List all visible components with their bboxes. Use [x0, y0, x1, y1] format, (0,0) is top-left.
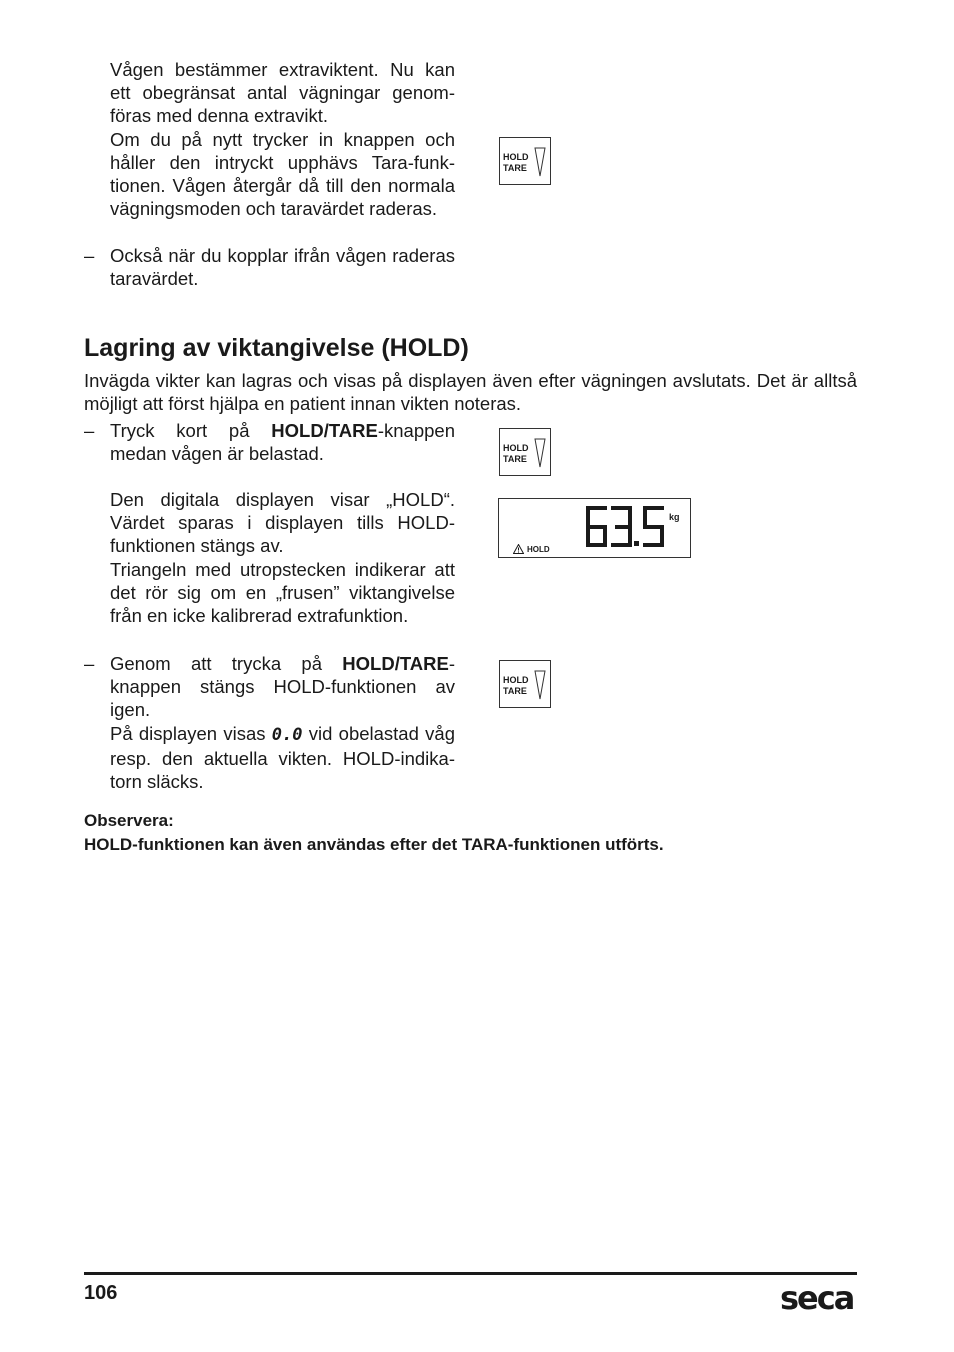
- display-unit: kg: [669, 512, 680, 522]
- step2-pre: Genom att trycka på: [110, 653, 343, 674]
- footer-rule: [84, 1272, 857, 1275]
- brand-logo: seca: [780, 1279, 854, 1317]
- step1-pre: Tryck kort på: [110, 420, 272, 441]
- warning-triangle-icon: [513, 544, 524, 554]
- button-label-hold: HOLD: [503, 675, 529, 685]
- paragraph-extra-weight: Vågen bestämmer extraviktent. Nu kan ett obegränsat antal vägningar genomföras med denna extravikt.: [110, 59, 455, 126]
- lcd-display: [498, 498, 691, 558]
- paragraph-disconnect: Också när du kopplar ifrån vågen raderas taravärdet.: [110, 245, 455, 289]
- hold-tare-button-icon: [499, 660, 551, 708]
- paragraph-cancel-tare: Om du på nytt trycker in knappen och håller den intryckt upphävs Tara-funktionen. Vågen återgår då till den normala vägningsmoden och taravärdet raderas.: [110, 129, 455, 219]
- page-number: 106: [84, 1282, 118, 1304]
- paragraph-display-hold: Den digitala displayen visar „HOLD“. Värdet sparas i displayen tills HOLD-funktionen stängs av.: [110, 489, 455, 556]
- step2-post: -knappen stängs HOLD-funktionen av igen.: [110, 653, 455, 720]
- section-intro: Invägda vikter kan lagras och visas på displayen även efter vägningen avslutats. Det är alltså möjligt att först hjälpa en patient innan vikten noteras.: [84, 370, 857, 414]
- top-bullet-block: [110, 244, 455, 290]
- step2-bold: HOLD/TARE: [342, 653, 449, 674]
- step2-text: [110, 652, 455, 721]
- bullet-dash: –: [84, 653, 95, 674]
- paragraph-triangle: Triangeln med utropstecken indikerar att det rör sig om en „frusen” viktangivelse från en icke kalibrerad extrafunktion.: [110, 559, 455, 626]
- zero-pre: På displayen visas: [110, 723, 272, 744]
- bullet-dash: –: [84, 420, 95, 441]
- display-hold-indicator: HOLD: [527, 545, 550, 554]
- note-text: HOLD-funktionen kan även användas efter det TARA-funktionen utförts.: [84, 835, 664, 854]
- step1-post: -knappen medan vågen är belastad.: [110, 420, 455, 464]
- step1-block: [110, 419, 455, 627]
- button-label-hold: HOLD: [503, 152, 529, 162]
- hold-tare-button-icon: [499, 137, 551, 185]
- section-title: Lagring av viktangivelse (HOLD): [84, 334, 469, 362]
- step1-bold: HOLD/TARE: [271, 420, 378, 441]
- paragraph-zero-display: [110, 722, 455, 793]
- step2-block: [110, 652, 455, 793]
- button-label-hold: HOLD: [503, 443, 529, 453]
- button-label-tare: TARE: [503, 686, 527, 696]
- arrow-down-icon: [534, 437, 546, 469]
- bullet-dash: –: [84, 245, 95, 266]
- step1-text: [110, 419, 455, 465]
- top-text-block: [110, 58, 455, 220]
- button-label-tare: TARE: [503, 163, 527, 173]
- zero-post: vid obelastad våg resp. den aktuella vikten. HOLD-indikatorn släcks.: [110, 723, 455, 792]
- arrow-down-icon: [534, 669, 546, 701]
- display-value-digits: [583, 505, 667, 549]
- inline-display-zero: 0.0: [271, 725, 303, 745]
- arrow-down-icon: [534, 146, 546, 178]
- hold-tare-button-icon: [499, 428, 551, 476]
- note-label: Observera:: [84, 811, 174, 830]
- button-label-tare: TARE: [503, 454, 527, 464]
